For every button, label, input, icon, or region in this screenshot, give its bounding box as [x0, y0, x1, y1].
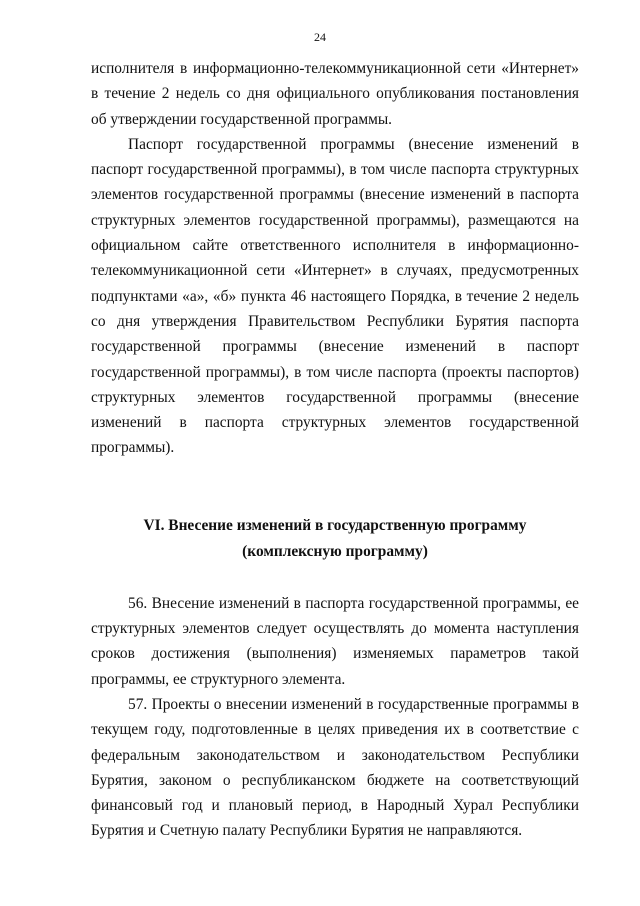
paragraph-item-57: 57. Проекты о внесении изменений в государственные программы в текущем году, подготовленные в целях приведения их в соответствие с федеральным законодательством и законодательством Республики Бурятия, законом о республиканском бюджете на соответствующий финансовый год и плановый период, в Народный Хурал Республики Бурятия и Счетную палату Республики Бурятия не направляются.	[91, 695, 579, 840]
document-body	[91, 56, 579, 844]
spacer	[91, 565, 579, 591]
section-heading-line-2: (комплексную программу)	[242, 542, 428, 560]
paragraph-continuation: исполнителя в информационно-телекоммуникационной сети «Интернет» в течение 2 недель со дня официального опубликования постановления об утверждении государственной программы.	[91, 60, 579, 128]
spacer	[91, 461, 579, 513]
section-heading-line-1: VI. Внесение изменений в государственную программу	[143, 516, 527, 534]
paragraph-item-56: 56. Внесение изменений в паспорта государственной программы, ее структурных элементов следует осуществлять до момента наступления сроков достижения (выполнения) изменяемых параметров такой программы, ее структурного элемента.	[91, 594, 579, 688]
page-number: 24	[314, 30, 326, 44]
section-heading	[91, 513, 579, 565]
paragraph-passport-publication: Паспорт государственной программы (внесение изменений в паспорт государственной программы), в том числе паспорта структурных элементов государственной программы (внесение изменений в паспорта структурных элементов государственной программы), размещаются на официальном сайте ответственного исполнителя в информационно-телекоммуникационной сети «Интернет» в случаях, предусмотренных подпунктами «а», «б» пункта 46 настоящего Порядка, в течение 2 недель со дня утверждения Правительством Республики Бурятия паспорта государственной программы (внесение изменений в паспорт государственной программы), в том числе паспорта (проекты паспортов) структурных элементов государственной программы (внесение изменений в паспорта структурных элементов государственной программы).	[91, 135, 579, 457]
